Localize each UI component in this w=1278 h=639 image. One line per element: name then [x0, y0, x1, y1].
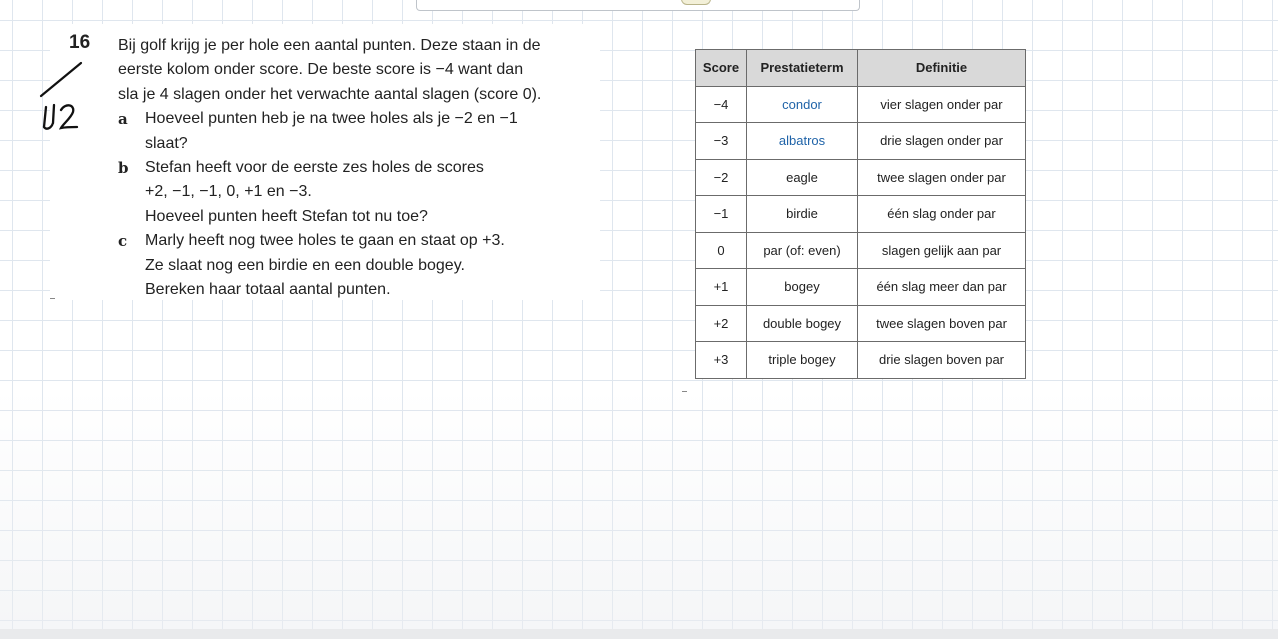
cell-definition: drie slagen boven par [858, 342, 1026, 379]
table-row [696, 86, 1026, 123]
top-toolbar[interactable] [416, 0, 860, 11]
intro-line: Bij golf krijg je per hole een aantal punten. Deze staan in de [118, 37, 541, 54]
part-line: Hoeveel punten heb je na twee holes als je −2 en −1 [145, 110, 518, 128]
cell-definition: vier slagen onder par [858, 86, 1026, 123]
part-letter: b [118, 159, 129, 178]
cell-definition: één slag onder par [858, 196, 1026, 233]
intro-line: sla je 4 slagen onder het verwachte aantal slagen (score 0). [118, 85, 542, 103]
golf-score-table-container [695, 49, 1026, 379]
tick-mark [50, 298, 55, 299]
part-line: Ze slaat nog een birdie en een double bogey. [145, 256, 465, 274]
table-row [696, 305, 1026, 342]
cell-term: birdie [747, 196, 858, 233]
tick-mark [682, 391, 687, 392]
question-part-c [118, 229, 598, 302]
cell-definition: twee slagen boven par [858, 305, 1026, 342]
question-part-a [118, 107, 598, 156]
table-row [696, 159, 1026, 196]
cell-term: albatros [747, 123, 858, 160]
cell-term: double bogey [747, 305, 858, 342]
question-text [118, 34, 598, 302]
header-term: Prestatieterm [747, 50, 858, 87]
cell-score: +3 [696, 342, 747, 379]
part-line: +2, −1, −1, 0, +1 en −3. [145, 183, 312, 201]
cell-score: +1 [696, 269, 747, 306]
cell-definition: twee slagen onder par [858, 159, 1026, 196]
header-definition: Definitie [858, 50, 1026, 87]
cell-definition: slagen gelijk aan par [858, 232, 1026, 269]
cell-score: −3 [696, 123, 747, 160]
part-letter: a [118, 110, 128, 129]
cell-score: −1 [696, 196, 747, 233]
part-letter: c [118, 232, 128, 251]
cell-term: bogey [747, 269, 858, 306]
question-part-b [118, 156, 598, 229]
part-line: Bereken haar totaal aantal punten. [145, 281, 391, 299]
table-row [696, 342, 1026, 379]
cell-score: 0 [696, 232, 747, 269]
toolbar-tab-button[interactable] [681, 0, 711, 5]
table-row [696, 232, 1026, 269]
cell-score: −2 [696, 159, 747, 196]
table-header-row [696, 50, 1026, 87]
golf-score-table [695, 49, 1026, 379]
cell-term: par (of: even) [747, 232, 858, 269]
cell-score: +2 [696, 305, 747, 342]
cell-term: eagle [747, 159, 858, 196]
header-score: Score [696, 50, 747, 87]
table-row [696, 269, 1026, 306]
cell-definition: drie slagen onder par [858, 123, 1026, 160]
table-row [696, 123, 1026, 160]
part-line: slaat? [145, 134, 188, 152]
question-number: 16 [69, 32, 91, 53]
canvas-shade [0, 389, 1278, 639]
table-row [696, 196, 1026, 233]
part-line: Stefan heeft voor de eerste zes holes de scores [145, 159, 484, 177]
cell-term: triple bogey [747, 342, 858, 379]
cell-term: condor [747, 86, 858, 123]
cell-definition: één slag meer dan par [858, 269, 1026, 306]
question-block [50, 24, 600, 300]
question-intro [118, 34, 598, 107]
intro-line: eerste kolom onder score. De beste score is −4 want dan [118, 61, 524, 79]
part-line: Hoeveel punten heeft Stefan tot nu toe? [145, 207, 428, 225]
part-line: Marly heeft nog twee holes te gaan en staat op +3. [145, 232, 505, 250]
cell-score: −4 [696, 86, 747, 123]
bottom-bar [0, 629, 1278, 639]
handwritten-fraction-note [35, 58, 85, 138]
